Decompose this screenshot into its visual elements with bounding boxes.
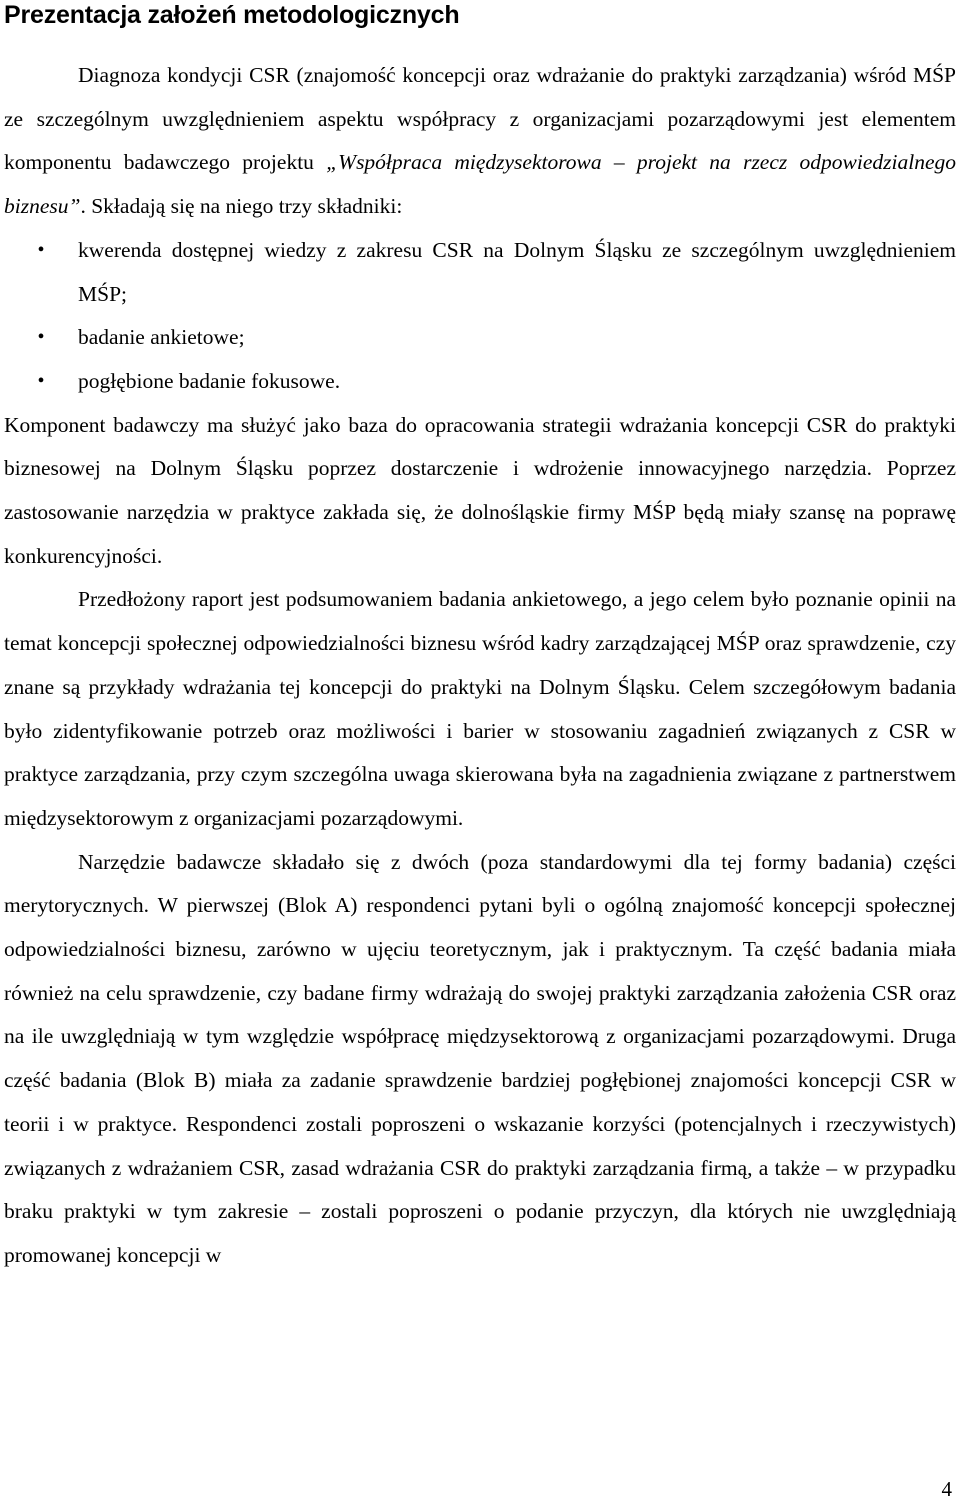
list-item	[4, 229, 956, 316]
component-purpose-paragraph: Komponent badawczy ma służyć jako baza do opracowania strategii wdrażania koncepcji CSR do praktyki biznesowej na Dolnym Śląsku poprzez dostarczenie i wdrożenie innowacyjnego narzędzia. Poprzez zastosowanie narzędzia w praktyce zakłada się, że dolnośląskie firmy MŚP będą miały szansę na poprawę konkurencyjności.	[4, 412, 956, 568]
list-item-text: pogłębione badanie fokusowe.	[78, 368, 341, 393]
bullet-icon: •	[37, 238, 45, 261]
section-heading: Prezentacja założeń metodologicznych	[4, 1, 460, 29]
report-summary-paragraph: Przedłożony raport jest podsumowaniem badania ankietowego, a jego celem było poznanie opinii na temat koncepcji społecznej odpowiedzialności biznesu wśród kadry zarządzającej MŚP oraz sprawdzenie, czy znane są przykłady wdrażania tej koncepcji do praktyki na Dolnym Śląsku. Celem szczegółowym badania było zidentyfikowanie potrzeb oraz możliwości i barier w stosowaniu zagadnień związanych z CSR w praktyce zarządzania, przy czym szczególna uwaga skierowana była na zagadnienia związane z partnerstwem międzysektorowym z organizacjami pozarządowymi.	[4, 587, 956, 830]
bullet-icon: •	[37, 326, 45, 349]
bullet-icon: •	[37, 369, 45, 392]
list-item	[4, 360, 956, 404]
page-number: 4	[941, 1477, 952, 1501]
research-tool-paragraph: Narzędzie badawcze składało się z dwóch (poza standardowymi dla tej formy badania) części merytorycznych. W pierwszej (Blok A) respondenci pytani byli o ogólną znajomość koncepcji społecznej odpowiedzialności biznesu, zarówno w ujęciu teoretycznym, jak i praktycznym. Ta część badania miała również na celu sprawdzenie, czy badane firmy wdrażają do swojej praktyki zarządzania założenia CSR oraz na ile uwzględniają w tym względzie współpracę międzysektorową z organizacjami pozarządowymi. Druga część badania (Blok B) miała za zadanie sprawdzenie bardziej pogłębionej znajomości koncepcji CSR w teorii i w praktyce. Respondenci zostali poproszeni o wskazanie korzyści (potencjalnych i rzeczywistych) związanych z wdrażaniem CSR, zasad wdrażania CSR do praktyki zarządzania firmą, a także – w przypadku braku praktyki w tym zakresie – zostali poproszeni o podanie przyczyn, dla których nie uwzględniają promowanej koncepcji w	[4, 849, 956, 1267]
component-list	[4, 229, 956, 404]
intro-text: Diagnoza kondycji CSR (znajomość koncepcji oraz wdrażanie do praktyki zarządzania) wśród MŚP ze szczególnym uwzględnieniem aspektu współpracy z organizacjami pozarządowymi jest elementem komponentu badawczego projektu	[4, 63, 956, 175]
document-page	[4, 0, 956, 1278]
intro-text-end: . Składają się na niego trzy składniki:	[80, 194, 403, 219]
list-item-text: badanie ankietowe;	[78, 325, 245, 350]
list-item-text: kwerenda dostępnej wiedzy z zakresu CSR na Dolnym Śląsku ze szczególnym uwzględnieniem MŚP;	[78, 237, 956, 306]
project-title: „Współpraca międzysektorowa – projekt na rzecz odpowiedzialnego biznesu”	[4, 150, 956, 219]
list-item	[4, 316, 956, 360]
intro-paragraph	[4, 54, 956, 229]
